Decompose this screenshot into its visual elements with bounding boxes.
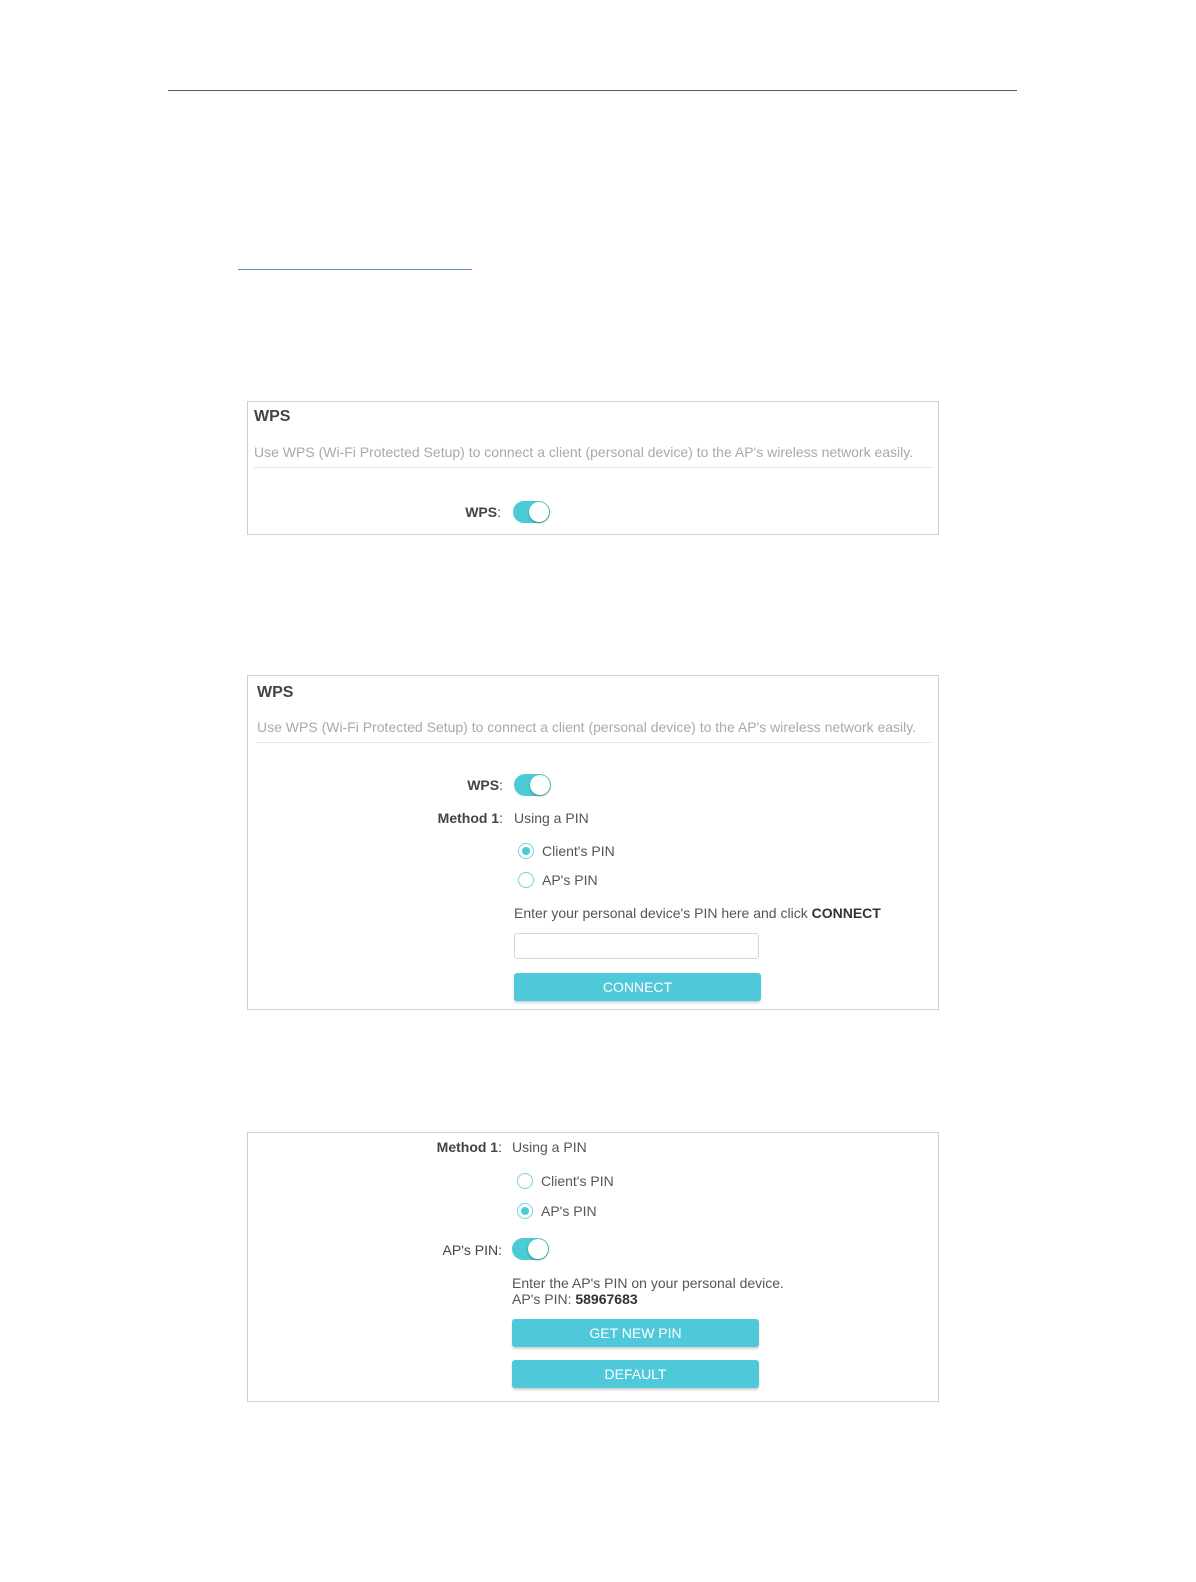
radio-aps-pin-label: AP's PIN xyxy=(542,872,598,888)
radio-clients-pin[interactable] xyxy=(518,843,534,859)
panel-divider xyxy=(257,742,932,743)
link-underline xyxy=(238,269,472,270)
connect-button[interactable]: CONNECT xyxy=(514,973,761,1001)
method-value: Using a PIN xyxy=(514,810,589,826)
wps-toggle[interactable] xyxy=(514,774,551,796)
wps-panel-ap-pin xyxy=(247,1132,939,1402)
get-new-pin-button[interactable]: GET NEW PIN xyxy=(512,1319,759,1347)
toggle-knob xyxy=(528,1239,548,1259)
default-button[interactable]: DEFAULT xyxy=(512,1360,759,1388)
client-pin-input[interactable] xyxy=(514,933,759,959)
wps-panel-client-pin xyxy=(247,675,939,1010)
wps-panel-basic xyxy=(247,401,939,535)
panel-title: WPS xyxy=(257,684,294,701)
method-label: Method 1: xyxy=(436,1139,502,1155)
method-label: Method 1: xyxy=(437,810,503,826)
radio-clients-pin-label: Client's PIN xyxy=(542,843,615,859)
radio-aps-pin[interactable] xyxy=(518,872,534,888)
radio-aps-pin[interactable] xyxy=(517,1203,533,1219)
wps-label: WPS: xyxy=(467,777,503,793)
panel-divider xyxy=(254,467,932,468)
pin-instruction: Enter your personal device's PIN here and click CONNECT xyxy=(514,905,881,921)
panel-description: Use WPS (Wi-Fi Protected Setup) to connect a client (personal device) to the AP's wireless network easily. xyxy=(257,719,917,735)
method-value: Using a PIN xyxy=(512,1139,587,1155)
ap-pin-value: AP's PIN: 58967683 xyxy=(512,1291,638,1307)
toggle-knob xyxy=(530,775,550,795)
ap-pin-toggle[interactable] xyxy=(512,1238,549,1260)
radio-aps-pin-label: AP's PIN xyxy=(541,1203,597,1219)
wps-label: WPS: xyxy=(465,504,501,520)
panel-description: Use WPS (Wi-Fi Protected Setup) to connect a client (personal device) to the AP's wireless network easily. xyxy=(254,444,914,460)
toggle-knob xyxy=(529,502,549,522)
radio-clients-pin-label: Client's PIN xyxy=(541,1173,614,1189)
ap-pin-label: AP's PIN: xyxy=(442,1242,502,1258)
wps-toggle[interactable] xyxy=(513,501,550,523)
radio-clients-pin[interactable] xyxy=(517,1173,533,1189)
ap-pin-info: Enter the AP's PIN on your personal device. xyxy=(512,1275,784,1291)
panel-title: WPS xyxy=(254,408,291,425)
page-header-rule xyxy=(168,90,1017,91)
